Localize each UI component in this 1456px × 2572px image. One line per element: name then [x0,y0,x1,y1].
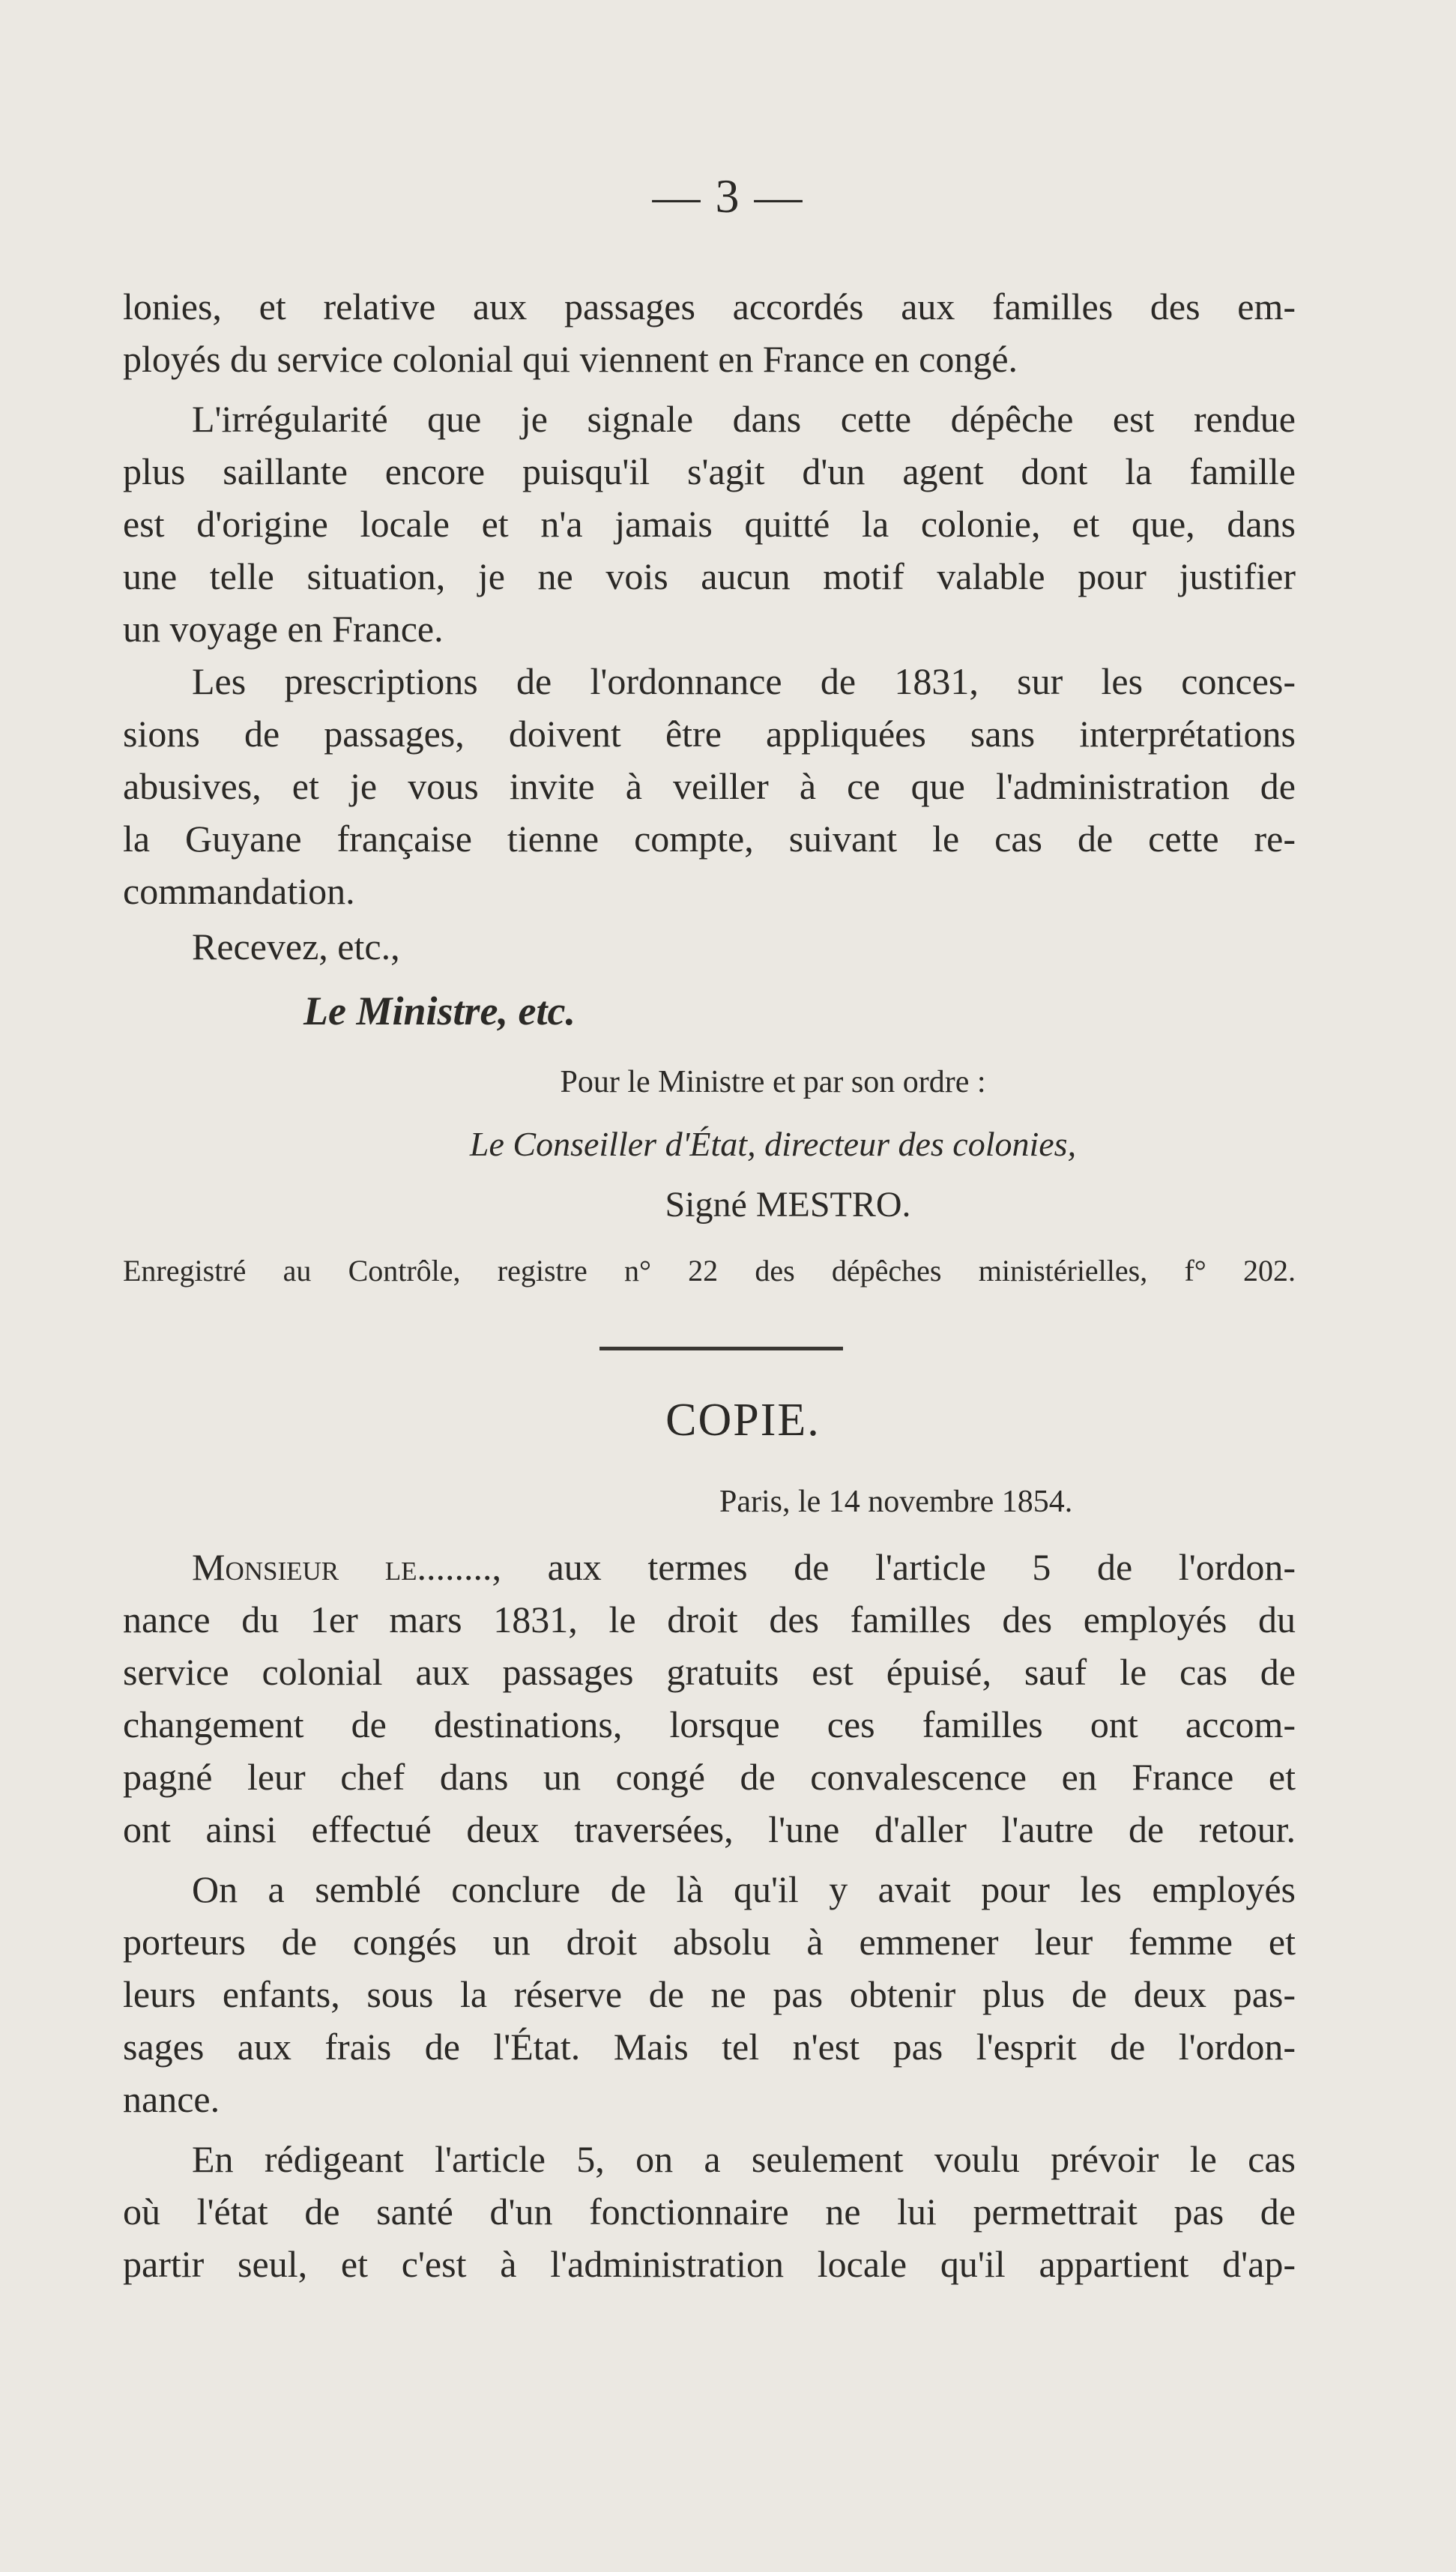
registration-line: Enregistré au Contrôle, registre n° 22 des dépêches ministérielles, f° 202. [123,1254,1296,1287]
text-line: est d'origine locale et n'a jamais quitté la colonie, et que, dans [123,503,1296,545]
text-line: En rédigeant l'article 5, on a seulement voulu prévoir le cas [192,2138,1296,2180]
copy-heading: COPIE. [665,1395,821,1446]
text-line: On a semblé conclure de là qu'il y avait pour les employés [192,1868,1296,1910]
text-line: ployés du service colonial qui viennent en France en congé. [123,338,1018,380]
text-line [192,1541,1296,1593]
page-number: — 3 — [652,169,804,223]
separator-rule [599,1347,843,1350]
text-line: L'irrégularité que je signale dans cette dépêche est rendue [192,398,1296,440]
text-line: abusives, et je vous invite à veiller à ce que l'administration de [123,765,1296,807]
text-line: Les prescriptions de l'ordonnance de 1831, sur les conces- [192,660,1296,702]
text-line: pagné leur chef dans un congé de convalescence en France et [123,1756,1296,1798]
text-line: partir seul, et c'est à l'administration locale qu'il appartient d'ap- [123,2243,1296,2285]
text-line: nance. [123,2078,220,2120]
text-line: nance du 1er mars 1831, le droit des familles des employés du [123,1599,1296,1640]
dateline: Paris, le 14 novembre 1854. [719,1485,1073,1519]
text-line: leurs enfants, sous la réserve de ne pas obtenir plus de deux pas- [123,1973,1296,2015]
conseiller-line: Le Conseiller d'État, directeur des colonies, [469,1125,1077,1163]
signed-line: Signé MESTRO. [665,1185,911,1225]
text-line: lonies, et relative aux passages accordés aux familles des em- [123,286,1296,327]
order-line: Pour le Ministre et par son ordre : [560,1065,986,1099]
text-line: commandation. [123,870,355,912]
text-line: un voyage en France. [123,608,444,650]
minister-signature: Le Ministre, etc. [303,988,576,1033]
salutation: Monsieur le........, [192,1546,501,1588]
text-line: changement de destinations, lorsque ces familles ont accom- [123,1703,1296,1745]
text-line: porteurs de congés un droit absolu à emmener leur femme et [123,1921,1296,1963]
text-line: service colonial aux passages gratuits est épuisé, sauf le cas de [123,1651,1296,1693]
text-line: la Guyane française tienne compte, suivant le cas de cette re- [123,818,1296,860]
text-line: une telle situation, je ne vois aucun motif valable pour justifier [123,555,1296,597]
closing-line: Recevez, etc., [192,926,400,967]
text-line: ont ainsi effectué deux traversées, l'une d'aller l'autre de retour. [123,1808,1296,1850]
text-line: sions de passages, doivent être appliquées sans interprétations [123,713,1296,755]
text-line: plus saillante encore puisqu'il s'agit d'un agent dont la famille [123,450,1296,492]
text-line-rest: aux termes de l'article 5 de l'ordon- [547,1546,1296,1588]
text-line: où l'état de santé d'un fonctionnaire ne lui permettrait pas de [123,2191,1296,2233]
text-line: sages aux frais de l'État. Mais tel n'est pas l'esprit de l'ordon- [123,2026,1296,2068]
